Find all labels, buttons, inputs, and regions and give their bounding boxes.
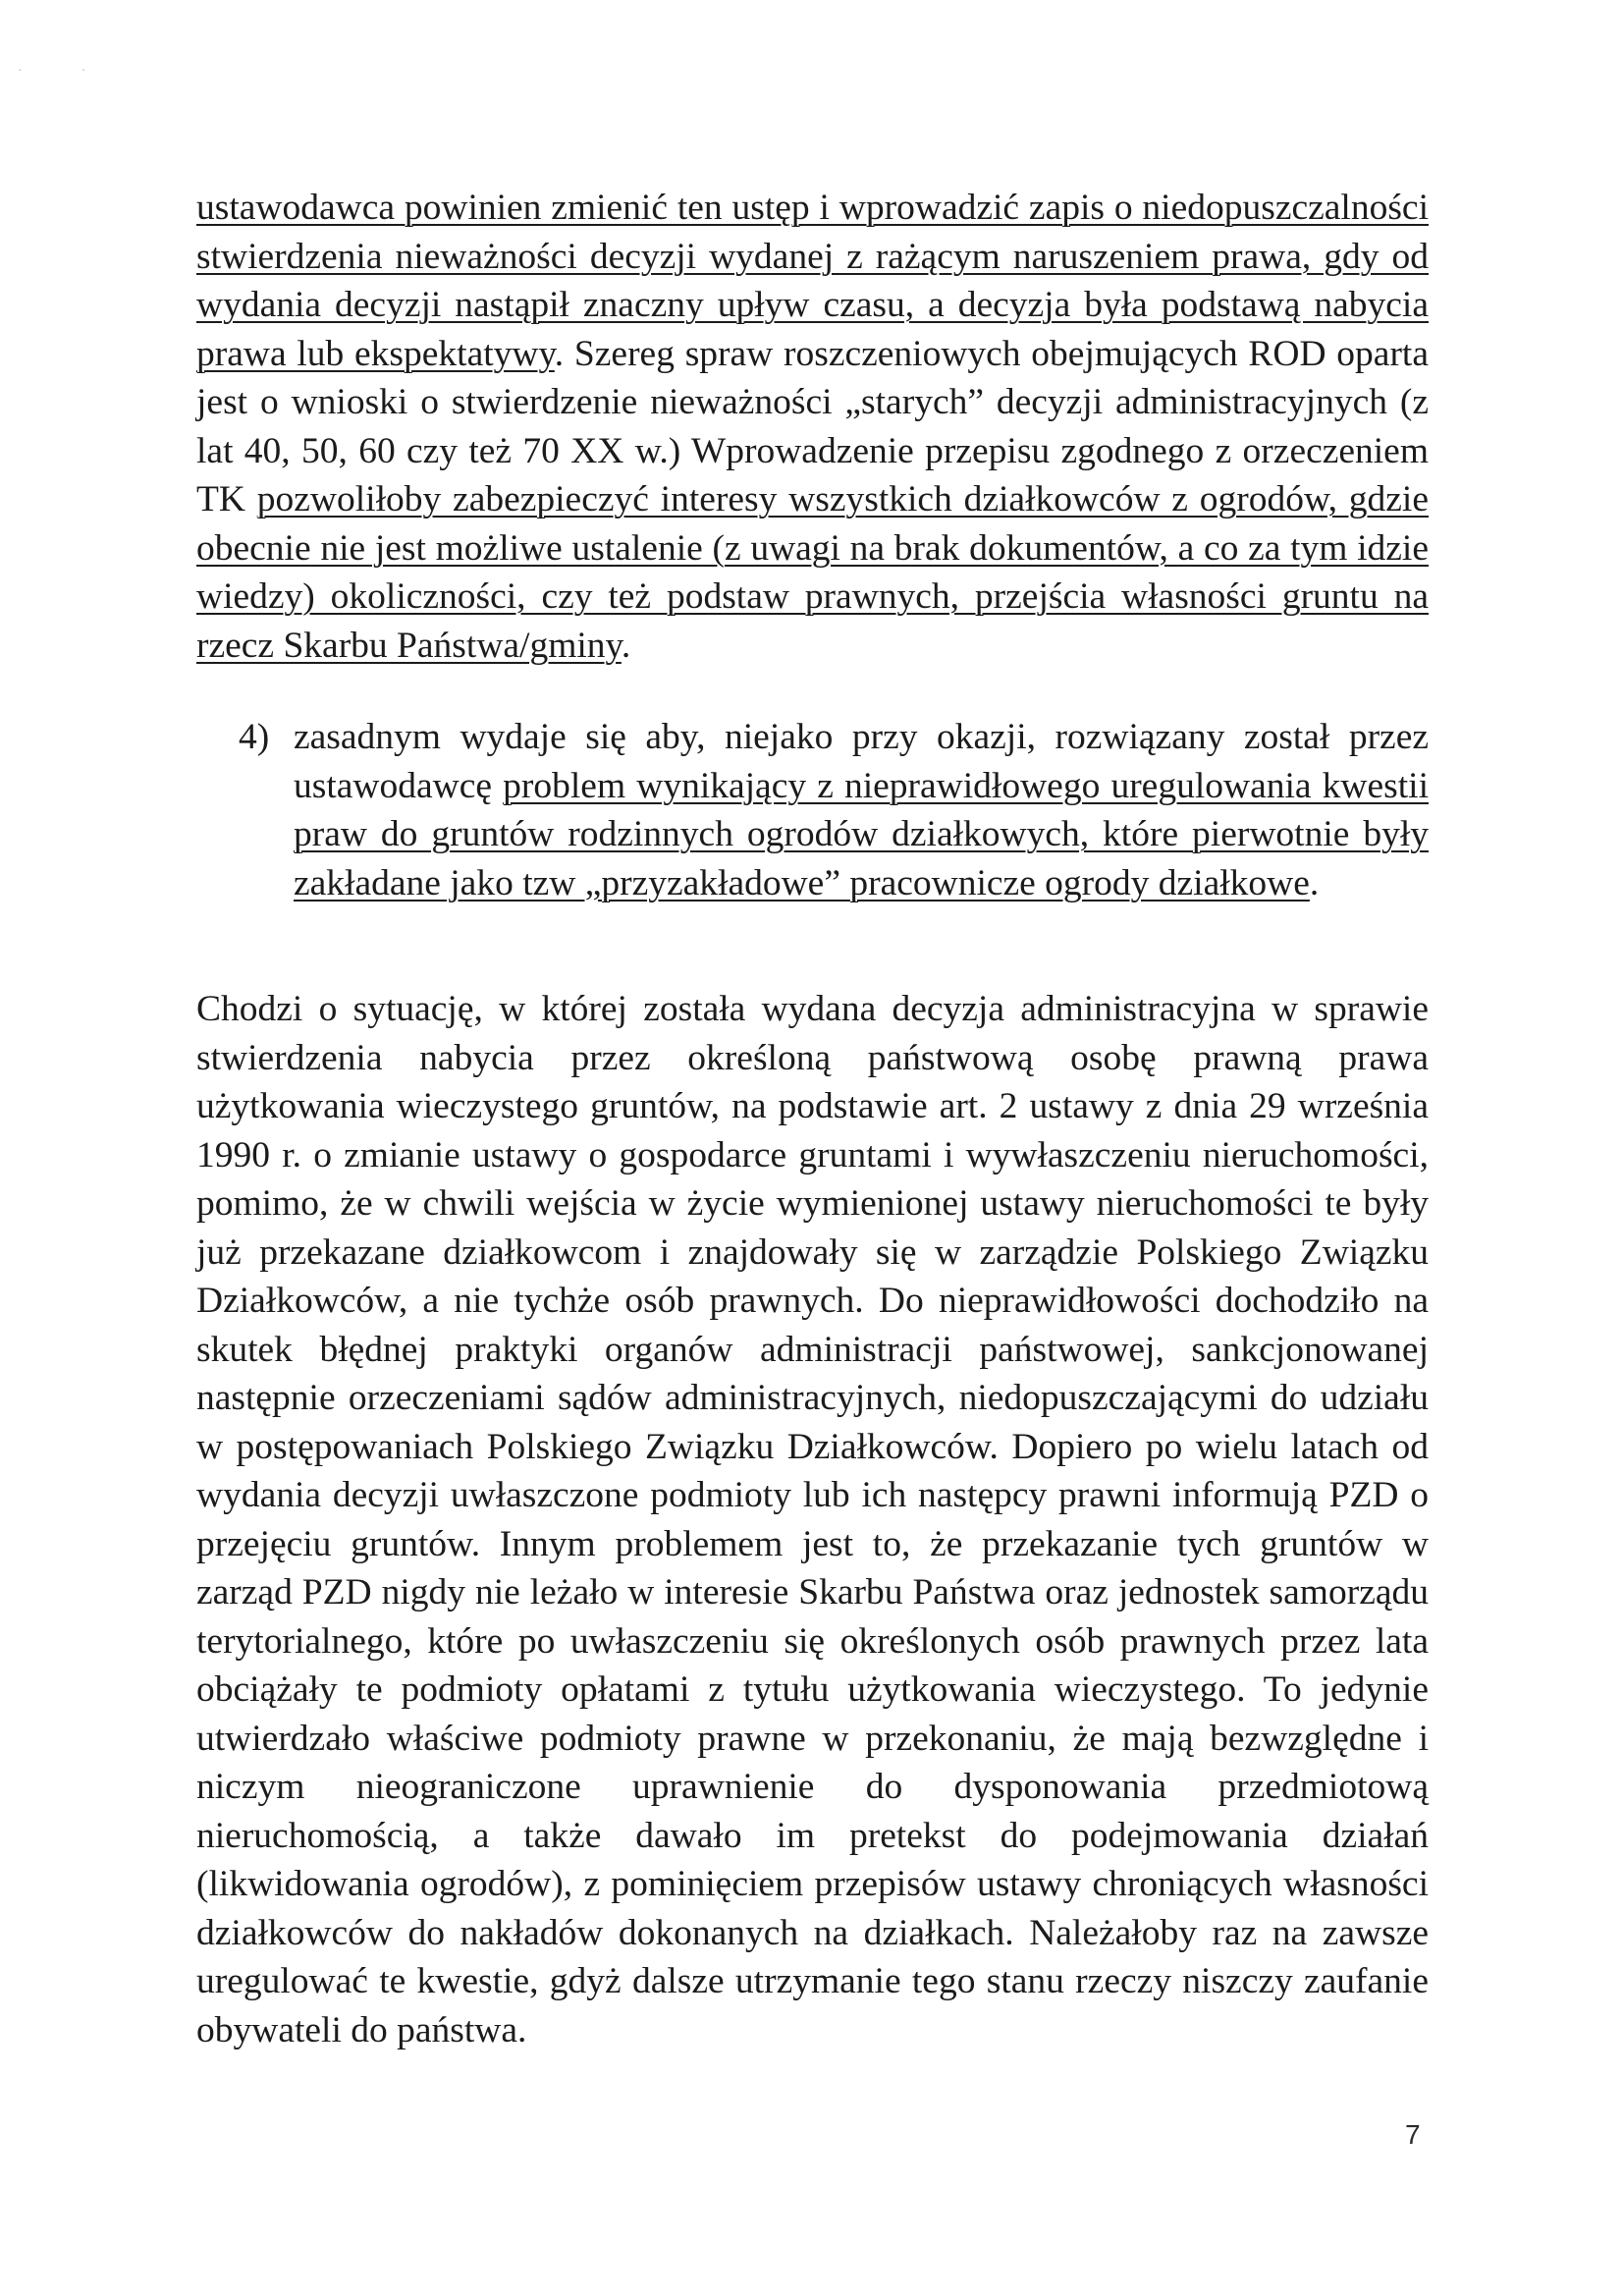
paragraph-situation-description <box>196 985 1429 2054</box>
page-number: 7 <box>1405 2119 1421 2150</box>
underlined-text: pozwoliłoby zabezpieczyć interesy wszystkich działkowców z ogrodów, gdzie obecnie nie jest możliwe ustalenie (z uwagi na brak dokumentów, a co za tym idzie wiedzy) okoliczności, czy też podstaw prawnych, przejścia własności gruntu na rzecz Skarbu Państwa/gminy <box>196 479 1429 666</box>
paragraph-text <box>196 184 1429 670</box>
underlined-text: ustawodawca powinien zmienić ten ustęp i wprowadzić zapis o niedopuszczalności stwierdzenia nieważności decyzji wydanej z rażącym naruszeniem prawa, gdy od wydania decyzji nastąpił znaczny upływ czasu, a decyzja była podstawą nabycia prawa lub ekspektatywy <box>196 188 1429 374</box>
scan-artifact-dots: ·· <box>18 61 145 77</box>
plain-text: . Szereg spraw roszczeniowych obejmujących ROD oparta jest o wnioski o stwierdzenie nieważności „starych” decyzji administracyjnych (z lat 40, 50, 60 czy też 70 XX w.) Wprowadzenie przepisu zgodnego z orzeczeniem TK <box>196 333 1429 519</box>
plain-text: . <box>621 625 631 666</box>
list-item-4 <box>239 713 1429 907</box>
paragraph-legislative-proposal <box>196 184 1429 670</box>
list-item-text <box>294 713 1429 907</box>
paragraph-text: Chodzi o sytuację, w której została wydana decyzja administracyjna w sprawie stwierdzenia nabycia przez określoną państwową osobę prawną prawa użytkowania wieczystego gruntów, na podstawie art. 2 ustawy z dnia 29 września 1990 r. o zmianie ustawy o gospodarce gruntami i wywłaszczeniu nieruchomości, pomimo, że w chwili wejścia w życie wymienionej ustawy nieruchomości te były już przekazane działkowcom i znajdowały się w zarządzie Polskiego Związku Działkowców, a nie tychże osób prawnych. Do nieprawidłowości dochodziło na skutek błędnej praktyki organów administracji państwowej, sankcjonowanej następnie orzeczeniami sądów administracyjnych, niedopuszczającymi do udziału w postępowaniach Polskiego Związku Działkowców. Dopiero po wielu latach od wydania decyzji uwłaszczone podmioty lub ich następcy prawni informują PZD o przejęciu gruntów. Innym problemem jest to, że przekazanie tych gruntów w zarząd PZD nigdy nie leżało w interesie Skarbu Państwa oraz jednostek samorządu terytorialnego, które po uwłaszczeniu się określonych osób prawnych przez lata obciążały te podmioty opłatami z tytułu użytkowania wieczystego. To jedynie utwierdzało właściwe podmioty prawne w przekonaniu, że mają bezwzględne i niczym nieograniczone uprawnienie do dysponowania przedmiotową nieruchomością, a także dawało im pretekst do podejmowania działań (likwidowania ogrodów), z pominięciem przepisów ustawy chroniących własności działkowców do nakładów dokonanych na działkach. Należałoby raz na zawsze uregulować te kwestie, gdyż dalsze utrzymanie tego stanu rzeczy niszczy zaufanie obywateli do państwa. <box>196 989 1429 2050</box>
underlined-text: problem wynikający z nieprawidłowego uregulowania kwestii praw do gruntów rodzinnych ogrodów działkowych, które pierwotnie były zakładane jako tzw „przyzakładowe” pracownicze ogrody działkowe <box>294 765 1429 903</box>
plain-text: . <box>1309 862 1320 903</box>
plain-text: zasadnym wydaje się aby, niejako przy okazji, rozwiązany został przez ustawodawcę <box>294 717 1429 806</box>
list-item-number: 4) <box>239 717 270 757</box>
